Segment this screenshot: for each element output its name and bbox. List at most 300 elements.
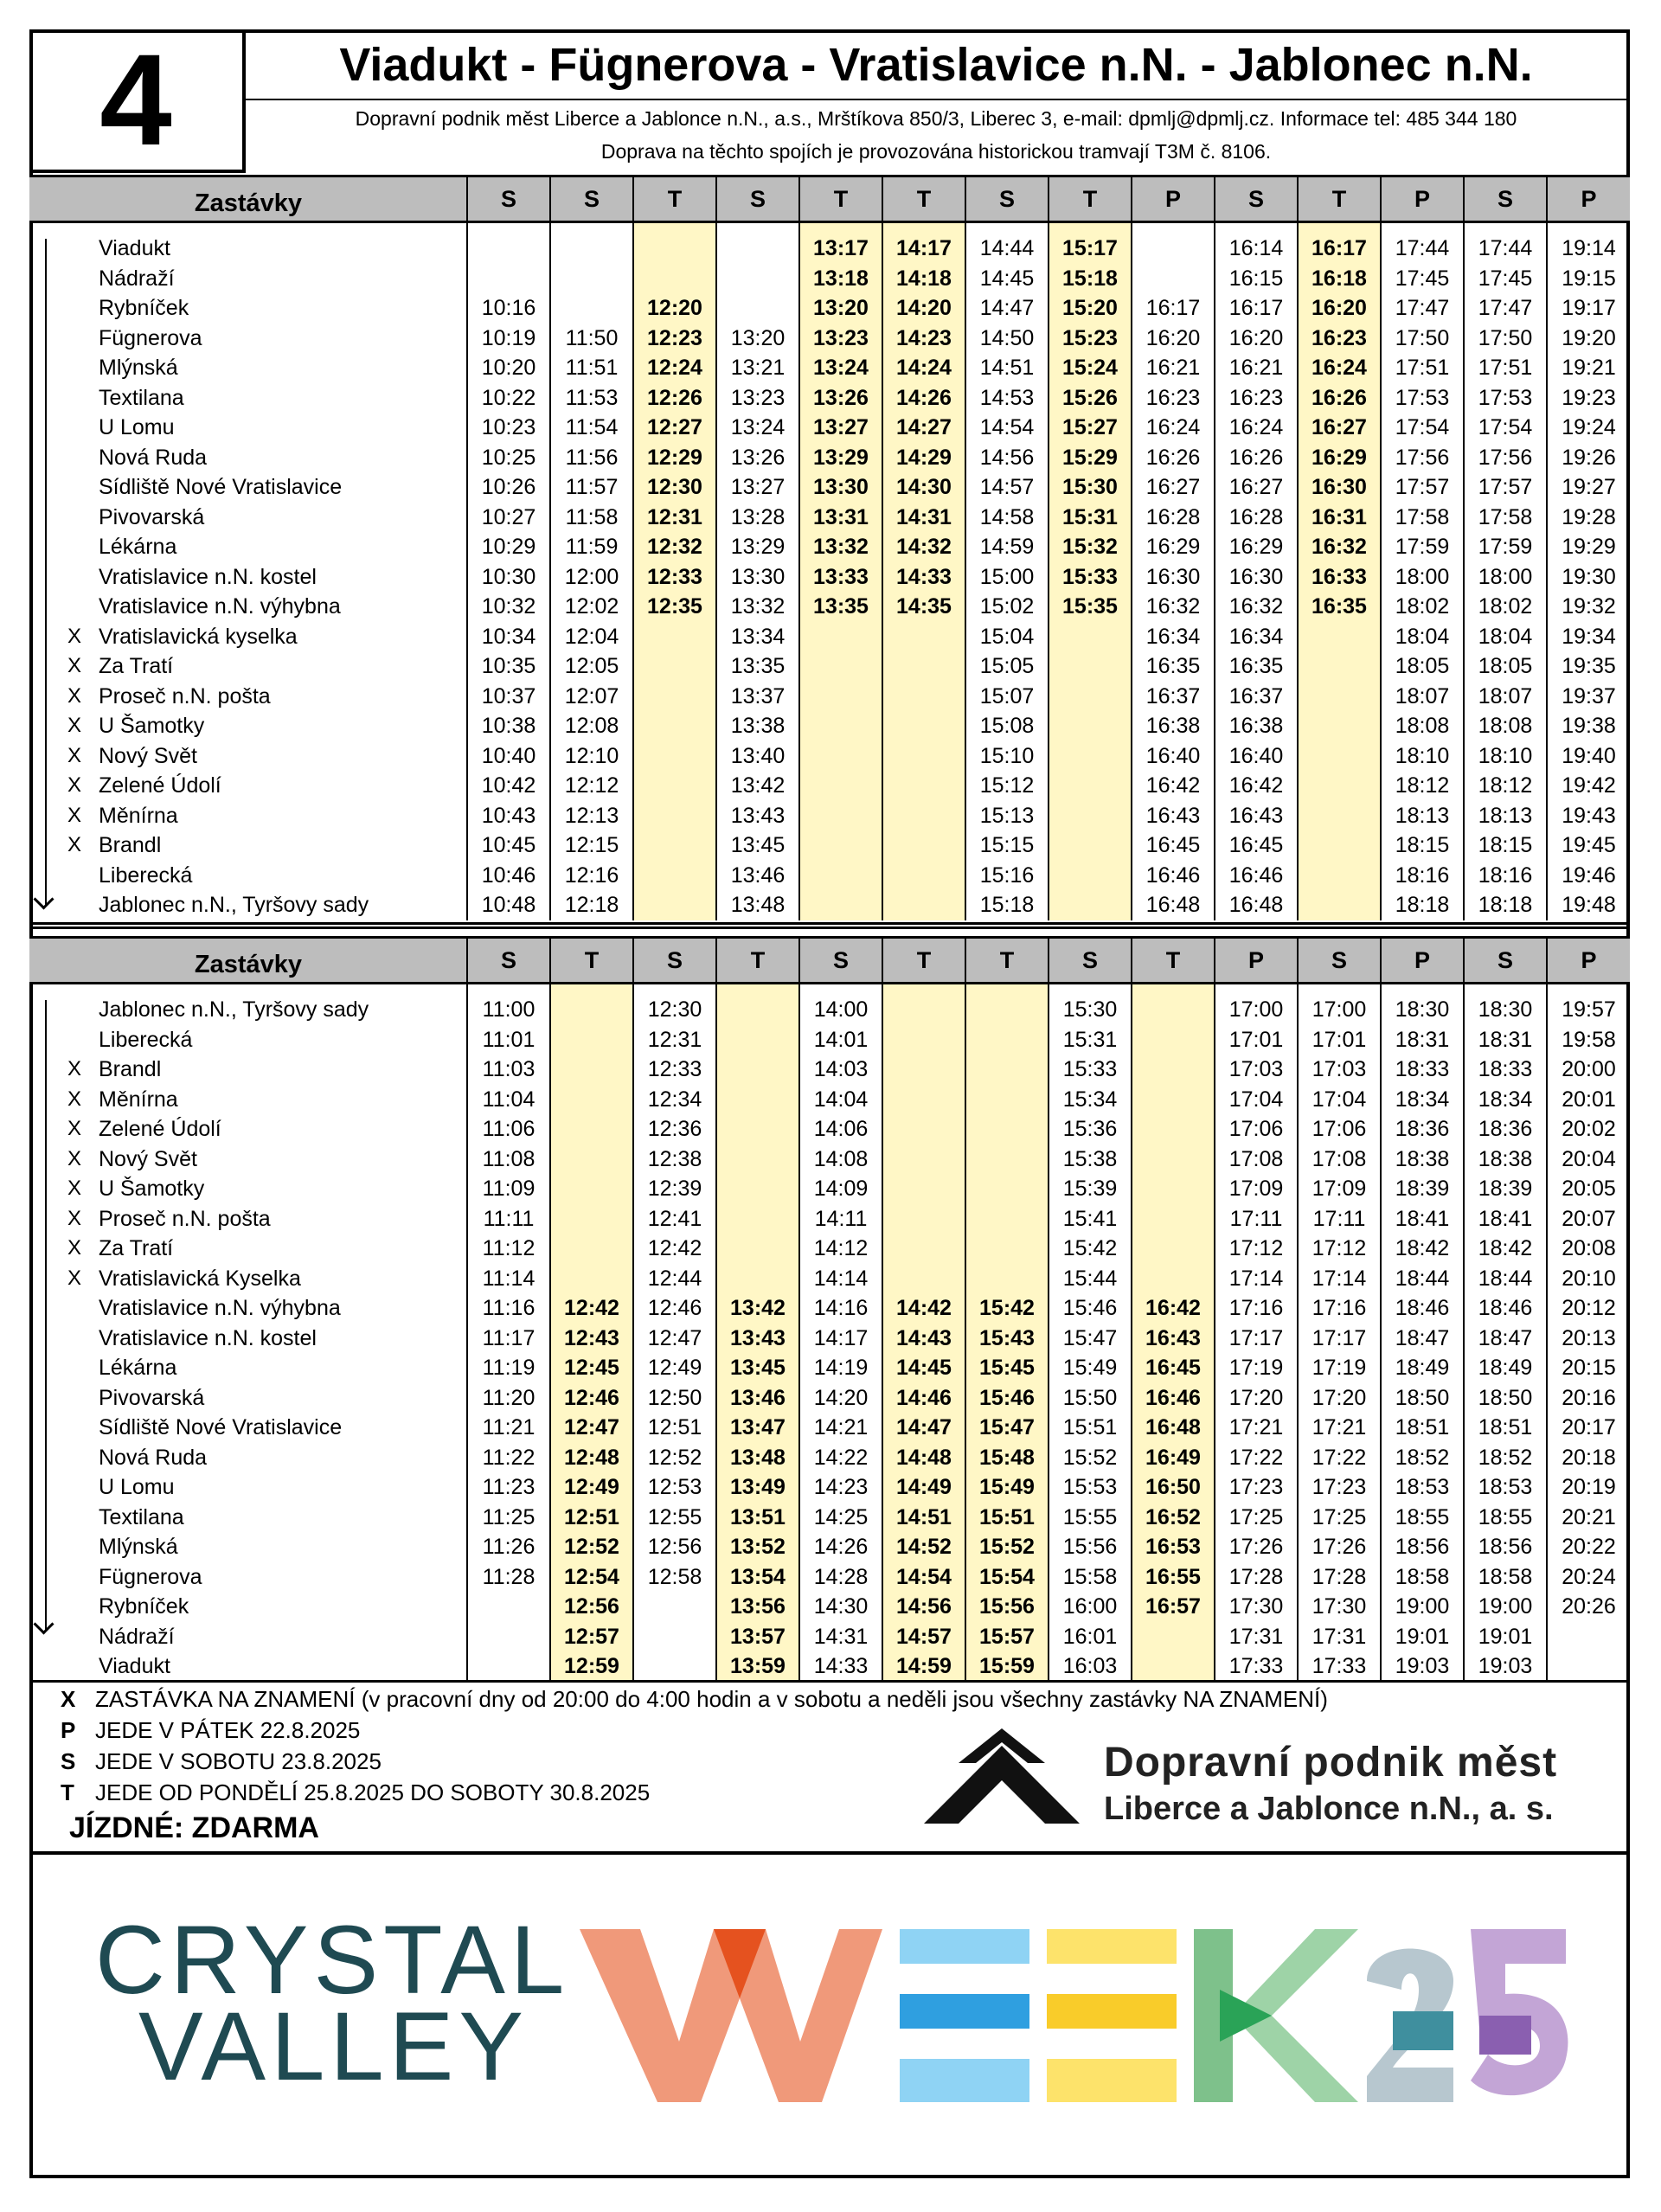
departure-time: 13:29	[716, 532, 799, 562]
departure-time: 16:15	[1215, 264, 1298, 294]
departure-time: 10:26	[467, 472, 550, 503]
departure-time: 15:41	[1049, 1204, 1132, 1234]
departure-time: 18:15	[1464, 830, 1547, 861]
departure-time	[1132, 1264, 1215, 1294]
departure-time: 17:56	[1464, 443, 1547, 473]
departure-time: 20:08	[1547, 1234, 1630, 1264]
departure-time	[633, 771, 716, 801]
departure-time: 12:42	[550, 1293, 633, 1324]
departure-time: 12:59	[550, 1651, 633, 1682]
departure-time	[799, 741, 882, 772]
departure-time: 11:00	[467, 995, 550, 1025]
stop-cell	[29, 1293, 467, 1324]
stop-name: Zelené Údolí	[99, 1117, 221, 1141]
stop-cell	[29, 1264, 467, 1294]
departure-time: 14:20	[799, 1383, 882, 1414]
company-logo-icon	[915, 1728, 1088, 1836]
departure-time: 17:21	[1215, 1413, 1298, 1443]
departure-time: 18:13	[1381, 801, 1464, 831]
departure-time: 15:47	[1049, 1324, 1132, 1354]
departure-time: 12:49	[633, 1353, 716, 1383]
departure-time	[882, 651, 965, 682]
departure-time: 17:23	[1298, 1472, 1381, 1503]
departure-time	[716, 293, 799, 324]
departure-time: 17:51	[1381, 353, 1464, 383]
legend-symbol: P	[61, 1717, 76, 1743]
departure-time: 13:30	[799, 472, 882, 503]
departure-time: 13:43	[716, 1324, 799, 1354]
departure-time: 16:46	[1132, 861, 1215, 891]
stop-cell	[29, 293, 467, 324]
departure-time: 18:34	[1381, 1085, 1464, 1115]
departure-time: 14:53	[965, 383, 1049, 414]
departure-time: 16:30	[1298, 472, 1381, 503]
departure-time: 18:00	[1464, 562, 1547, 593]
departure-time: 14:46	[882, 1383, 965, 1414]
departure-time: 15:36	[1049, 1114, 1132, 1144]
stop-cell	[29, 771, 467, 801]
departure-time: 16:24	[1132, 413, 1215, 443]
departure-time	[882, 861, 965, 891]
departure-time: 18:08	[1381, 711, 1464, 741]
departure-time: 16:34	[1132, 622, 1215, 652]
departure-time: 17:50	[1381, 324, 1464, 354]
departure-time: 17:57	[1464, 472, 1547, 503]
departure-time: 13:26	[799, 383, 882, 414]
departure-time	[550, 995, 633, 1025]
stop-cell	[29, 1114, 467, 1144]
departure-time: 16:30	[1215, 562, 1298, 593]
departure-time: 14:29	[882, 443, 965, 473]
departure-time	[965, 1174, 1049, 1204]
departure-time: 10:27	[467, 503, 550, 533]
stop-cell	[29, 472, 467, 503]
departure-time: 19:24	[1547, 413, 1630, 443]
table-row	[29, 1085, 1630, 1115]
departure-time: 18:41	[1381, 1204, 1464, 1234]
stop-name: Nový Svět	[99, 1146, 197, 1171]
departure-time: 11:25	[467, 1503, 550, 1533]
departure-time: 14:57	[882, 1622, 965, 1652]
departure-time: 11:22	[467, 1443, 550, 1473]
departure-time: 10:43	[467, 801, 550, 831]
departure-time: 12:47	[633, 1324, 716, 1354]
stop-name: Za Tratí	[99, 654, 174, 678]
day-code-header: P	[1132, 176, 1215, 222]
departure-time: 20:21	[1547, 1503, 1630, 1533]
request-stop-mark: X	[67, 1057, 82, 1080]
departure-time	[882, 1085, 965, 1115]
departure-time: 11:23	[467, 1472, 550, 1503]
departure-time: 16:27	[1132, 472, 1215, 503]
departure-time: 15:52	[965, 1532, 1049, 1562]
stop-name: Sídliště Nové Vratislavice	[99, 475, 343, 499]
departure-time	[882, 1264, 965, 1294]
departure-time: 19:58	[1547, 1025, 1630, 1055]
day-code-header: S	[467, 176, 550, 222]
table-row	[29, 592, 1630, 622]
cv-logo-line2: VALLEY	[138, 1992, 529, 2100]
departure-time: 12:00	[550, 562, 633, 593]
stop-cell	[29, 995, 467, 1025]
departure-time: 14:35	[882, 592, 965, 622]
departure-time: 18:16	[1464, 861, 1547, 891]
departure-time: 17:33	[1298, 1651, 1381, 1682]
departure-time: 16:49	[1132, 1443, 1215, 1473]
departure-time: 12:18	[550, 890, 633, 920]
departure-time: 11:58	[550, 503, 633, 533]
stop-name: Mlýnská	[99, 1535, 178, 1559]
departure-time: 14:24	[882, 353, 965, 383]
table-row	[29, 1503, 1630, 1533]
departure-time: 16:29	[1298, 443, 1381, 473]
departure-time	[1132, 1025, 1215, 1055]
table-row	[29, 1234, 1630, 1264]
header-row	[29, 176, 1630, 222]
departure-time: 16:18	[1298, 264, 1381, 294]
departure-time: 18:15	[1381, 830, 1464, 861]
table-separator	[29, 922, 1630, 929]
departure-time	[965, 1234, 1049, 1264]
departure-time: 15:16	[965, 861, 1049, 891]
departure-time: 16:26	[1298, 383, 1381, 414]
day-code-header: P	[1381, 938, 1464, 984]
departure-time: 19:14	[1547, 234, 1630, 264]
departure-time: 12:30	[633, 472, 716, 503]
departure-time: 15:12	[965, 771, 1049, 801]
departure-time: 15:42	[965, 1293, 1049, 1324]
departure-time: 15:51	[965, 1503, 1049, 1533]
departure-time: 11:14	[467, 1264, 550, 1294]
departure-time	[716, 234, 799, 264]
departure-time	[1132, 1174, 1215, 1204]
departure-time: 20:18	[1547, 1443, 1630, 1473]
stop-cell	[29, 1174, 467, 1204]
stop-name: Liberecká	[99, 1027, 193, 1052]
departure-time: 17:11	[1215, 1204, 1298, 1234]
stop-cell	[29, 1025, 467, 1055]
departure-time: 17:16	[1298, 1293, 1381, 1324]
stops-column-header	[29, 938, 467, 984]
departure-time: 11:17	[467, 1324, 550, 1354]
departure-time: 18:52	[1464, 1443, 1547, 1473]
departure-time: 11:12	[467, 1234, 550, 1264]
departure-time: 16:26	[1132, 443, 1215, 473]
departure-time: 12:32	[633, 532, 716, 562]
departure-time: 12:24	[633, 353, 716, 383]
departure-time	[1049, 801, 1132, 831]
day-code-header: S	[799, 938, 882, 984]
departure-time	[1049, 861, 1132, 891]
departure-time: 17:28	[1215, 1562, 1298, 1593]
departure-time: 17:57	[1381, 472, 1464, 503]
departure-time	[1132, 1085, 1215, 1115]
stop-cell	[29, 562, 467, 593]
departure-time	[882, 1114, 965, 1144]
table-row	[29, 1055, 1630, 1085]
departure-time: 10:32	[467, 592, 550, 622]
departure-time: 12:50	[633, 1383, 716, 1414]
departure-time: 18:30	[1464, 995, 1547, 1025]
departure-time: 14:56	[882, 1592, 965, 1622]
departure-time: 15:59	[965, 1651, 1049, 1682]
stop-name: Brandl	[99, 833, 162, 857]
departure-time: 14:16	[799, 1293, 882, 1324]
request-stop-mark: X	[67, 833, 82, 856]
departure-time: 17:23	[1215, 1472, 1298, 1503]
stops-header-label: Zastávky	[194, 189, 303, 217]
departure-time: 14:31	[882, 503, 965, 533]
departure-time	[965, 1264, 1049, 1294]
departure-time: 12:12	[550, 771, 633, 801]
table-row	[29, 1413, 1630, 1443]
departure-time: 16:17	[1132, 293, 1215, 324]
departure-time: 14:11	[799, 1204, 882, 1234]
day-code-header: S	[1049, 938, 1132, 984]
table-row	[29, 1114, 1630, 1144]
departure-time: 17:06	[1215, 1114, 1298, 1144]
departure-time: 16:43	[1132, 1324, 1215, 1354]
departure-time: 18:44	[1464, 1264, 1547, 1294]
departure-time: 16:38	[1132, 711, 1215, 741]
departure-time: 15:13	[965, 801, 1049, 831]
departure-time: 14:28	[799, 1562, 882, 1593]
day-code-header: T	[1049, 176, 1132, 222]
request-stop-mark: X	[67, 803, 82, 827]
departure-time: 15:42	[1049, 1234, 1132, 1264]
departure-time: 13:46	[716, 1383, 799, 1414]
day-code-header: T	[882, 176, 965, 222]
departure-time: 10:34	[467, 622, 550, 652]
departure-time	[882, 741, 965, 772]
departure-time: 18:42	[1464, 1234, 1547, 1264]
departure-time: 14:17	[882, 234, 965, 264]
departure-time: 19:15	[1547, 264, 1630, 294]
departure-time: 16:27	[1298, 413, 1381, 443]
day-code-header: S	[1215, 176, 1298, 222]
departure-time: 15:54	[965, 1562, 1049, 1593]
stop-name: Vratislavická kyselka	[99, 624, 298, 649]
departure-time: 18:44	[1381, 1264, 1464, 1294]
departure-time	[1049, 682, 1132, 712]
table-row	[29, 1144, 1630, 1175]
departure-time: 12:51	[633, 1413, 716, 1443]
departure-time: 19:21	[1547, 353, 1630, 383]
departure-time: 17:30	[1215, 1592, 1298, 1622]
departure-time: 11:54	[550, 413, 633, 443]
departure-time: 16:48	[1132, 890, 1215, 920]
departure-time: 16:42	[1215, 771, 1298, 801]
day-code-header: S	[467, 938, 550, 984]
departure-time	[965, 1025, 1049, 1055]
departure-time: 19:35	[1547, 651, 1630, 682]
departure-time	[882, 1055, 965, 1085]
departure-time: 12:27	[633, 413, 716, 443]
departure-time: 15:27	[1049, 413, 1132, 443]
stop-cell	[29, 413, 467, 443]
departure-time: 13:37	[716, 682, 799, 712]
table-row	[29, 293, 1630, 324]
departure-time	[799, 651, 882, 682]
departure-time: 18:38	[1381, 1144, 1464, 1175]
spacer-row	[29, 984, 1630, 996]
departure-time: 18:58	[1464, 1562, 1547, 1593]
departure-time: 14:20	[882, 293, 965, 324]
legend-row-x	[61, 1683, 1328, 1715]
departure-time: 12:05	[550, 651, 633, 682]
stop-name: Pivovarská	[99, 1385, 205, 1410]
departure-time: 18:31	[1464, 1025, 1547, 1055]
departure-time: 15:47	[965, 1413, 1049, 1443]
company-name-sub: Liberce a Jablonce n.N., a. s.	[1104, 1791, 1554, 1827]
departure-time: 18:12	[1381, 771, 1464, 801]
table-row	[29, 711, 1630, 741]
departure-time	[550, 1204, 633, 1234]
departure-time	[467, 1592, 550, 1622]
departure-time: 15:23	[1049, 324, 1132, 354]
departure-time: 17:04	[1215, 1085, 1298, 1115]
day-code-header: P	[1215, 938, 1298, 984]
departure-time: 14:50	[965, 324, 1049, 354]
departure-time: 14:42	[882, 1293, 965, 1324]
departure-time: 18:05	[1464, 651, 1547, 682]
departure-time: 13:20	[716, 324, 799, 354]
stop-name: Lékárna	[99, 535, 177, 559]
departure-time: 19:23	[1547, 383, 1630, 414]
departure-time: 13:18	[799, 264, 882, 294]
stop-cell	[29, 711, 467, 741]
departure-time: 12:33	[633, 1055, 716, 1085]
day-code-header: S	[1464, 176, 1547, 222]
day-code-header: T	[882, 938, 965, 984]
departure-time: 19:03	[1381, 1651, 1464, 1682]
departure-time: 11:57	[550, 472, 633, 503]
departure-time	[633, 861, 716, 891]
departure-time: 19:34	[1547, 622, 1630, 652]
departure-time	[882, 771, 965, 801]
departure-time: 18:05	[1381, 651, 1464, 682]
departure-time: 15:49	[965, 1472, 1049, 1503]
table-row	[29, 1383, 1630, 1414]
stop-cell	[29, 1622, 467, 1652]
departure-time: 16:03	[1049, 1651, 1132, 1682]
departure-time	[1298, 801, 1381, 831]
departure-time	[550, 1055, 633, 1085]
departure-time: 17:21	[1298, 1413, 1381, 1443]
day-code-header: P	[1547, 938, 1630, 984]
departure-time: 17:17	[1298, 1324, 1381, 1354]
departure-time: 18:10	[1464, 741, 1547, 772]
departure-time: 17:54	[1381, 413, 1464, 443]
departure-time: 11:56	[550, 443, 633, 473]
departure-time	[799, 861, 882, 891]
departure-time: 18:52	[1381, 1443, 1464, 1473]
departure-time: 14:33	[882, 562, 965, 593]
stop-name: Textilana	[99, 1504, 184, 1529]
departure-time: 16:28	[1132, 503, 1215, 533]
day-code-header: S	[633, 938, 716, 984]
departure-time: 15:46	[965, 1383, 1049, 1414]
day-code-header: T	[716, 938, 799, 984]
departure-time: 12:49	[550, 1472, 633, 1503]
departure-time: 19:01	[1381, 1622, 1464, 1652]
departure-time	[467, 1622, 550, 1652]
departure-time: 11:20	[467, 1383, 550, 1414]
request-stop-mark: X	[67, 1266, 82, 1290]
departure-time: 17:22	[1298, 1443, 1381, 1473]
stop-name: U Šamotky	[99, 714, 205, 738]
departure-time: 16:40	[1132, 741, 1215, 772]
departure-time: 12:31	[633, 1025, 716, 1055]
stop-name: Pivovarská	[99, 504, 205, 529]
departure-time: 18:53	[1464, 1472, 1547, 1503]
departure-time: 16:24	[1215, 413, 1298, 443]
departure-time: 14:58	[965, 503, 1049, 533]
departure-time: 15:34	[1049, 1085, 1132, 1115]
legend-symbol: S	[61, 1748, 76, 1774]
request-stop-mark: X	[67, 1177, 82, 1200]
departure-time: 14:33	[799, 1651, 882, 1682]
departure-time: 13:54	[716, 1562, 799, 1593]
departure-time: 17:20	[1298, 1383, 1381, 1414]
departure-time: 17:47	[1381, 293, 1464, 324]
stop-cell	[29, 1472, 467, 1503]
stop-name: Nový Svět	[99, 743, 197, 768]
departure-time: 17:58	[1381, 503, 1464, 533]
departure-time: 17:31	[1215, 1622, 1298, 1652]
request-stop-mark: X	[67, 773, 82, 797]
stop-cell	[29, 830, 467, 861]
departure-time	[633, 622, 716, 652]
stop-cell	[29, 443, 467, 473]
departure-time: 20:26	[1547, 1592, 1630, 1622]
stop-cell	[29, 1324, 467, 1354]
departure-time	[1132, 1144, 1215, 1175]
departure-time: 17:14	[1298, 1264, 1381, 1294]
departure-time: 13:24	[716, 413, 799, 443]
stop-name: Za Tratí	[99, 1236, 174, 1260]
departure-time: 20:10	[1547, 1264, 1630, 1294]
crystal-valley-logo	[95, 1906, 580, 2100]
departure-time	[882, 801, 965, 831]
departure-time: 16:34	[1215, 622, 1298, 652]
stop-name: Jablonec n.N., Tyršovy sady	[99, 997, 369, 1022]
stop-name: Proseč n.N. pošta	[99, 1206, 271, 1231]
stop-cell	[29, 1234, 467, 1264]
departure-time: 14:57	[965, 472, 1049, 503]
direction-arrow-icon	[45, 1000, 47, 1630]
departure-time: 13:23	[716, 383, 799, 414]
departure-time: 16:27	[1215, 472, 1298, 503]
departure-time: 14:17	[799, 1324, 882, 1354]
departure-time: 13:43	[716, 801, 799, 831]
departure-time	[633, 1622, 716, 1652]
departure-time	[1547, 1651, 1630, 1682]
stop-name: Nádraží	[99, 1624, 175, 1649]
stop-name: Fügnerova	[99, 325, 202, 350]
departure-time	[799, 682, 882, 712]
departure-time: 13:24	[799, 353, 882, 383]
departure-time: 16:23	[1215, 383, 1298, 414]
stop-cell	[29, 1651, 467, 1682]
departure-time: 16:20	[1215, 324, 1298, 354]
departure-time: 18:04	[1381, 622, 1464, 652]
line-number: 4	[29, 29, 246, 173]
departure-time: 18:46	[1464, 1293, 1547, 1324]
stop-name: Vratislavice n.N. kostel	[99, 1325, 317, 1350]
departure-time: 13:35	[799, 592, 882, 622]
table-row	[29, 622, 1630, 652]
